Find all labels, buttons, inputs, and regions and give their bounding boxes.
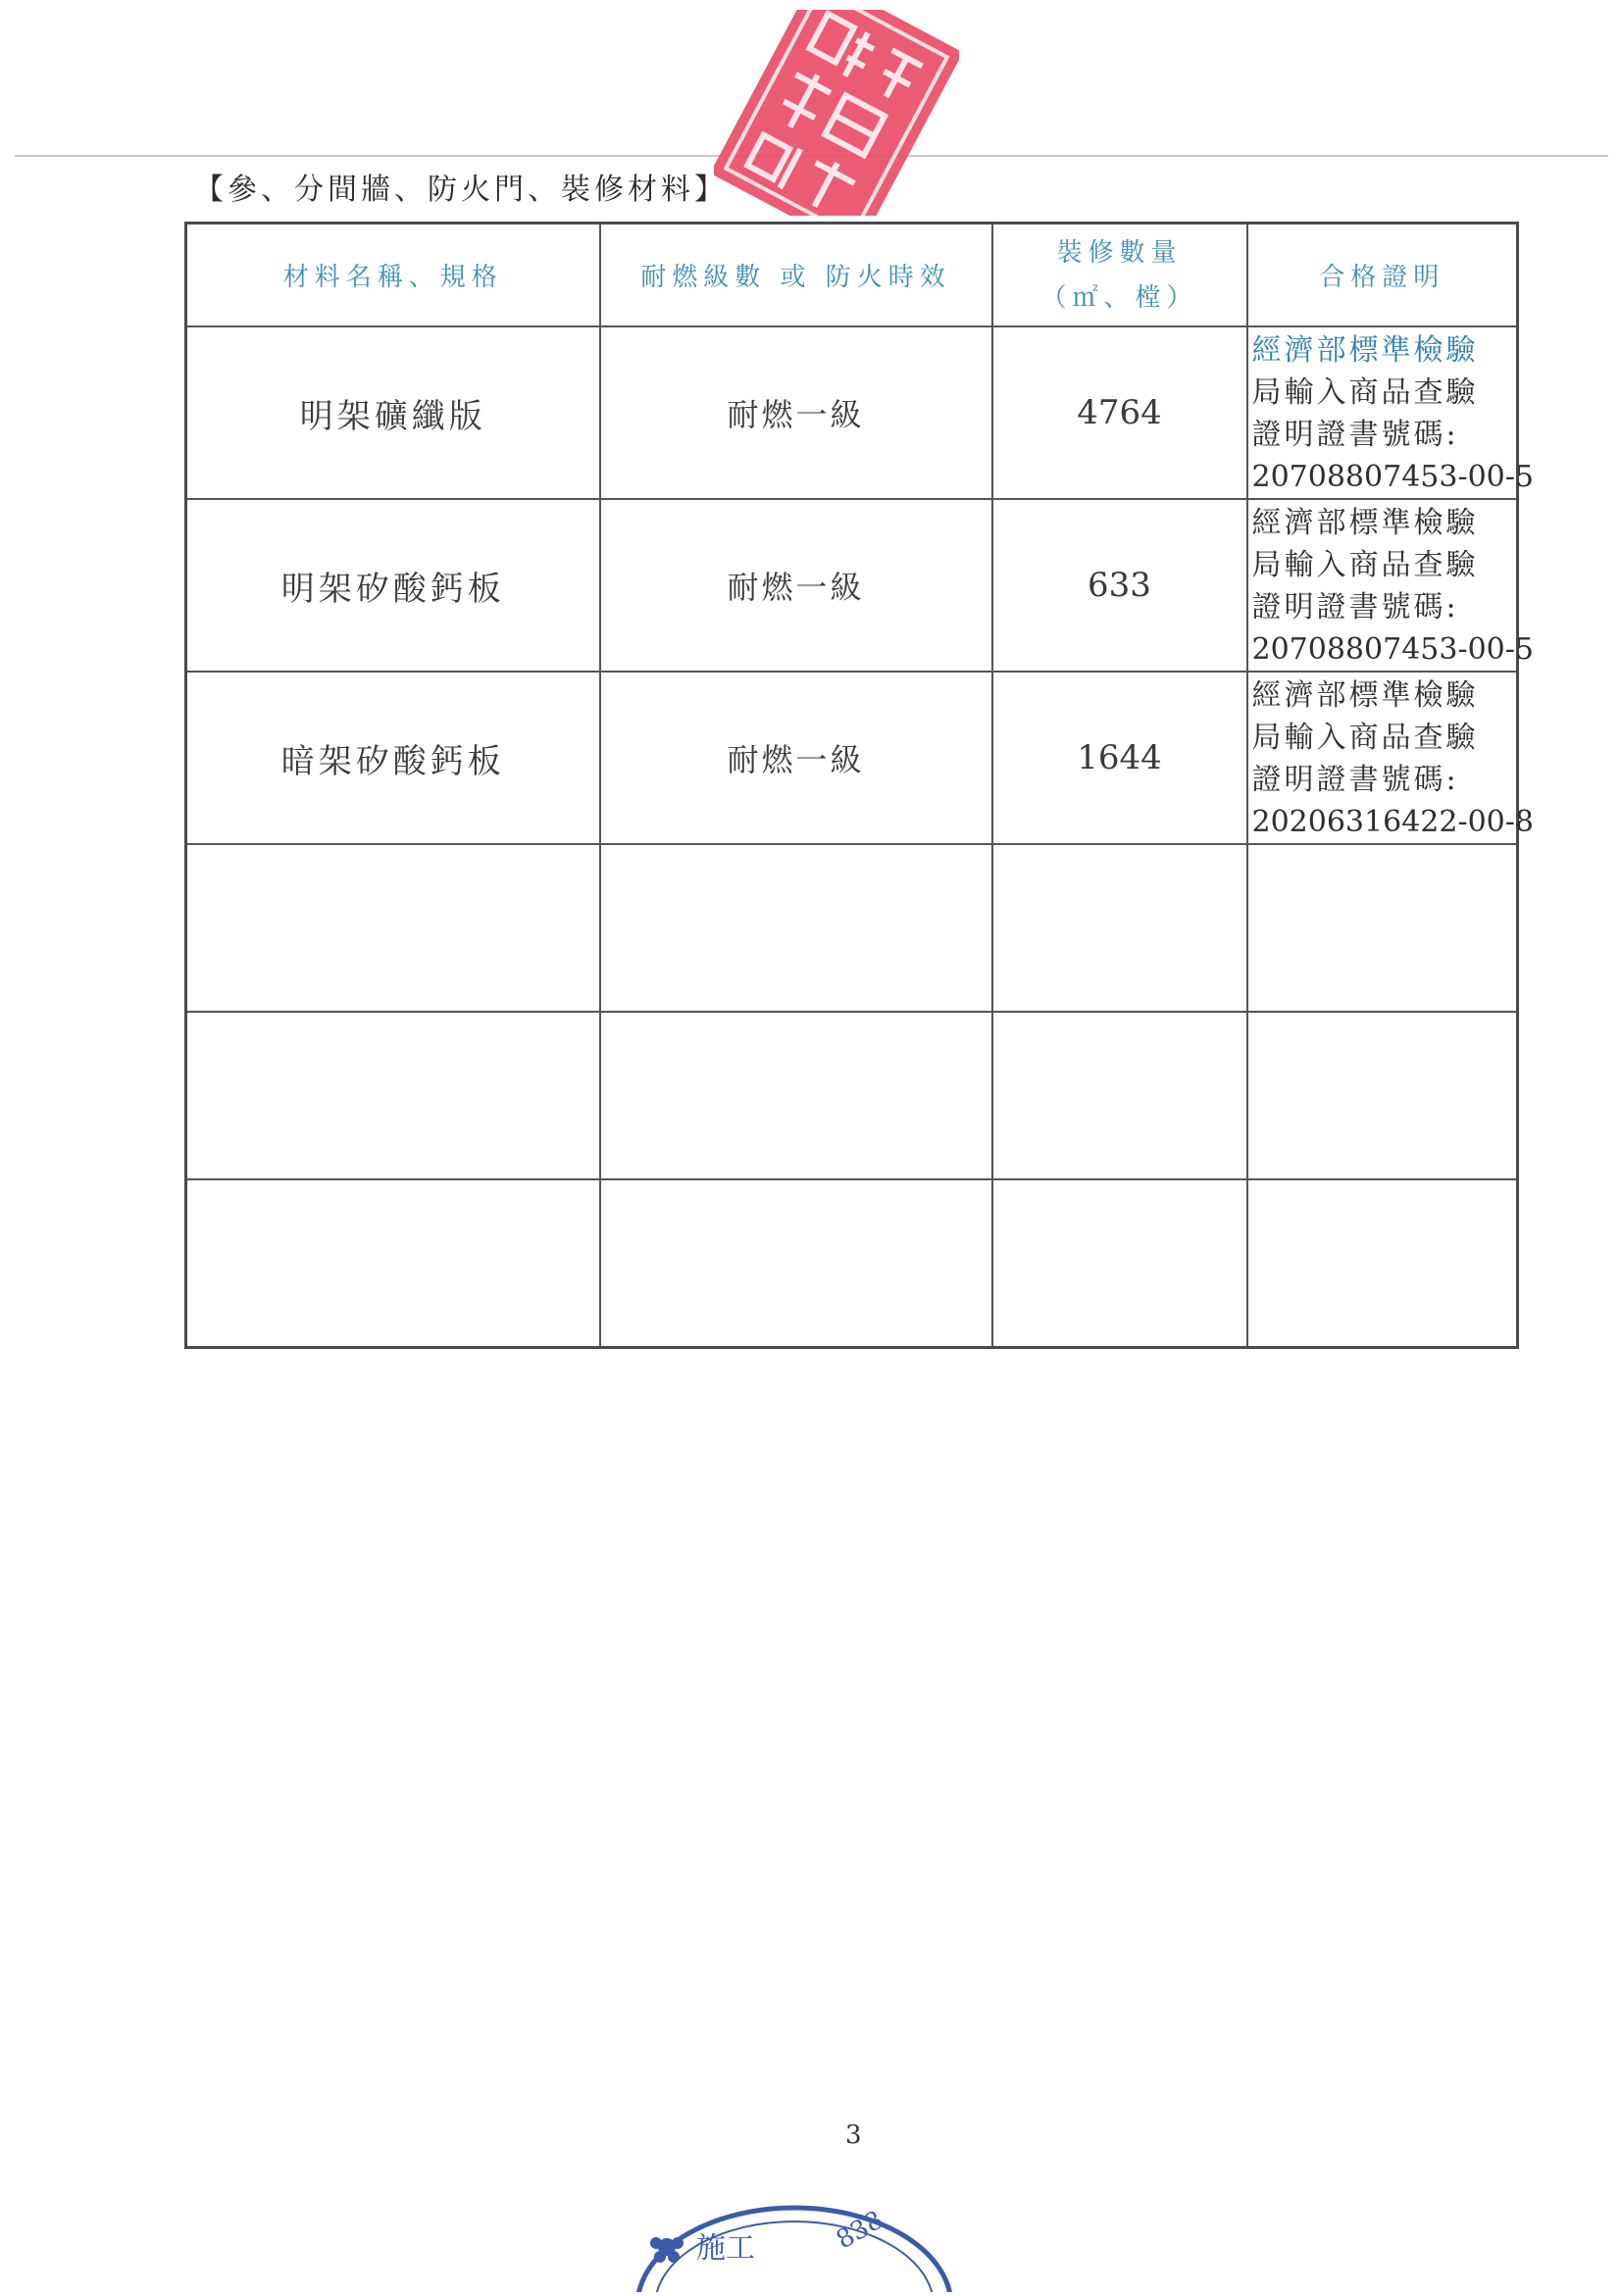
- empty-cell: [992, 844, 1247, 1012]
- header-fire-rating: 耐燃級數 或 防火時效: [600, 224, 992, 327]
- certificate-number: 20708807453-00-5: [1251, 460, 1534, 494]
- certificate: [1247, 499, 1534, 672]
- certificate-line: 經濟部標準檢驗: [1251, 678, 1479, 713]
- empty-cell: [1247, 844, 1518, 1012]
- page-number: 3: [845, 2121, 862, 2150]
- empty-cell: [186, 844, 600, 1012]
- empty-cell: [600, 844, 992, 1012]
- material-name: 暗架矽酸鈣板: [186, 672, 600, 844]
- empty-cell: [992, 1179, 1247, 1347]
- materials-table: [184, 222, 1534, 1349]
- table-row-empty: [186, 844, 1518, 1012]
- empty-cell: [600, 1179, 992, 1347]
- certificate-line: 證明證書號碼:: [1251, 590, 1459, 624]
- empty-cell: [1247, 1012, 1518, 1179]
- stamp-number: 838: [831, 2205, 888, 2256]
- empty-cell: [186, 1179, 600, 1347]
- table-row: [186, 326, 1518, 499]
- certificate-line: 經濟部標準檢驗: [1251, 506, 1479, 540]
- certificate: [1247, 326, 1534, 499]
- fire-rating: 耐燃一級: [600, 499, 992, 672]
- blue-seal-stamp: [628, 2188, 961, 2292]
- header-quantity: [992, 224, 1247, 327]
- fire-rating: 耐燃一級: [600, 326, 992, 499]
- table-header-row: [186, 224, 1518, 327]
- red-seal-stamp: [714, 10, 959, 216]
- certificate-number: 20708807453-00-5: [1251, 632, 1534, 667]
- header-certificate: 合格證明: [1247, 224, 1518, 327]
- header-quantity-line2: （㎡、樘）: [1040, 282, 1198, 313]
- fire-rating: 耐燃一級: [600, 672, 992, 844]
- table-row: [186, 672, 1518, 844]
- material-name: 明架礦纖版: [186, 326, 600, 499]
- certificate: [1247, 672, 1534, 844]
- certificate-line: 證明證書號碼:: [1251, 763, 1459, 797]
- header-material-name: 材料名稱、規格: [186, 224, 600, 327]
- certificate-line: 證明證書號碼:: [1251, 418, 1459, 452]
- table-row-empty: [186, 1179, 1518, 1347]
- certificate-line: 局輸入商品查驗: [1251, 375, 1479, 410]
- empty-cell: [600, 1012, 992, 1179]
- empty-cell: [186, 1012, 600, 1179]
- empty-cell: [992, 1012, 1247, 1179]
- certificate-line: 局輸入商品查驗: [1251, 548, 1479, 582]
- material-name: 明架矽酸鈣板: [186, 499, 600, 672]
- blue-seal-ring: [628, 2188, 961, 2292]
- table-row: [186, 499, 1518, 672]
- section-title: 【參、分間牆、防火門、裝修材料】: [194, 173, 728, 207]
- stamp-text: 施工: [696, 2231, 755, 2266]
- certificate-line: 經濟部標準檢驗: [1251, 333, 1479, 368]
- certificate-number: 20206316422-00-8: [1251, 805, 1534, 839]
- quantity: 4764: [992, 326, 1247, 499]
- empty-cell: [1247, 1179, 1518, 1347]
- quantity: 633: [992, 499, 1247, 672]
- certificate-line: 局輸入商品查驗: [1251, 721, 1479, 755]
- quantity: 1644: [992, 672, 1247, 844]
- header-quantity-line1: 裝修數量: [1056, 237, 1183, 268]
- table-row-empty: [186, 1012, 1518, 1179]
